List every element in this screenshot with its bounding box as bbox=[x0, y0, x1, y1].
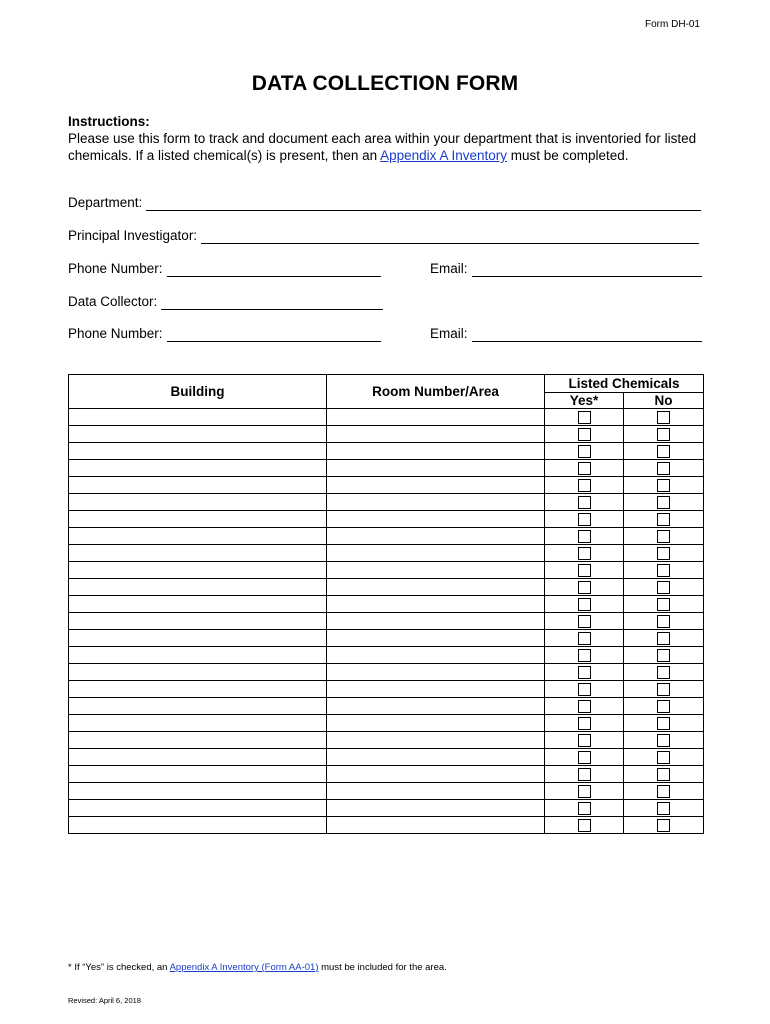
yes-checkbox[interactable] bbox=[578, 683, 591, 696]
no-checkbox[interactable] bbox=[657, 445, 670, 458]
yes-cell bbox=[545, 681, 624, 698]
no-checkbox[interactable] bbox=[657, 734, 670, 747]
no-cell bbox=[624, 596, 704, 613]
no-cell bbox=[624, 800, 704, 817]
table-row bbox=[69, 460, 704, 477]
table-row bbox=[69, 511, 704, 528]
no-checkbox[interactable] bbox=[657, 649, 670, 662]
room-number-cell[interactable] bbox=[327, 800, 545, 817]
phone-number-field-2[interactable] bbox=[167, 327, 381, 342]
building-cell[interactable] bbox=[69, 732, 327, 749]
page-title: DATA COLLECTION FORM bbox=[251, 72, 519, 95]
building-cell[interactable] bbox=[69, 545, 327, 562]
building-cell[interactable] bbox=[69, 749, 327, 766]
no-checkbox[interactable] bbox=[657, 547, 670, 560]
yes-cell bbox=[545, 698, 624, 715]
table-row bbox=[69, 783, 704, 800]
yes-checkbox[interactable] bbox=[578, 598, 591, 611]
yes-cell bbox=[545, 783, 624, 800]
room-number-cell[interactable] bbox=[327, 647, 545, 664]
yes-checkbox[interactable] bbox=[578, 700, 591, 713]
room-number-cell[interactable] bbox=[327, 443, 545, 460]
no-cell bbox=[624, 494, 704, 511]
footnote-prefix: * If “Yes” is checked, an bbox=[68, 962, 170, 973]
no-cell bbox=[624, 698, 704, 715]
building-cell[interactable] bbox=[69, 783, 327, 800]
table-row bbox=[69, 613, 704, 630]
room-number-cell[interactable] bbox=[327, 613, 545, 630]
no-checkbox[interactable] bbox=[657, 411, 670, 424]
table-row bbox=[69, 426, 704, 443]
yes-checkbox[interactable] bbox=[578, 513, 591, 526]
email-field-2[interactable] bbox=[472, 327, 702, 342]
email-label-1: Email: bbox=[430, 261, 468, 276]
no-checkbox[interactable] bbox=[657, 802, 670, 815]
email-row-1 bbox=[430, 261, 702, 277]
yes-header: Yes* bbox=[545, 393, 624, 409]
table-row bbox=[69, 817, 704, 834]
data-collection-table bbox=[68, 374, 704, 834]
yes-checkbox[interactable] bbox=[578, 462, 591, 475]
room-number-cell[interactable] bbox=[327, 528, 545, 545]
table-row bbox=[69, 681, 704, 698]
no-cell bbox=[624, 613, 704, 630]
department-field[interactable] bbox=[146, 196, 701, 211]
table-row bbox=[69, 630, 704, 647]
room-number-cell[interactable] bbox=[327, 715, 545, 732]
email-label-2: Email: bbox=[430, 326, 468, 341]
no-checkbox[interactable] bbox=[657, 462, 670, 475]
building-cell[interactable] bbox=[69, 426, 327, 443]
room-number-cell[interactable] bbox=[327, 630, 545, 647]
building-cell[interactable] bbox=[69, 528, 327, 545]
yes-cell bbox=[545, 630, 624, 647]
table-row bbox=[69, 579, 704, 596]
no-cell bbox=[624, 528, 704, 545]
no-cell bbox=[624, 409, 704, 426]
no-checkbox[interactable] bbox=[657, 666, 670, 679]
building-cell[interactable] bbox=[69, 494, 327, 511]
yes-checkbox[interactable] bbox=[578, 751, 591, 764]
table-row bbox=[69, 545, 704, 562]
yes-checkbox[interactable] bbox=[578, 564, 591, 577]
no-checkbox[interactable] bbox=[657, 717, 670, 730]
room-number-cell[interactable] bbox=[327, 681, 545, 698]
no-checkbox[interactable] bbox=[657, 428, 670, 441]
yes-cell bbox=[545, 596, 624, 613]
yes-cell bbox=[545, 579, 624, 596]
no-cell bbox=[624, 817, 704, 834]
table-row bbox=[69, 562, 704, 579]
phone-number-row-2 bbox=[68, 326, 381, 342]
data-collector-field[interactable] bbox=[161, 295, 383, 310]
footnote-suffix: must be included for the area. bbox=[318, 962, 447, 973]
no-checkbox[interactable] bbox=[657, 632, 670, 645]
no-cell bbox=[624, 715, 704, 732]
table-row bbox=[69, 749, 704, 766]
appendix-a-inventory-link[interactable]: Appendix A Inventory bbox=[380, 148, 507, 163]
table-row bbox=[69, 528, 704, 545]
yes-checkbox[interactable] bbox=[578, 666, 591, 679]
building-cell[interactable] bbox=[69, 766, 327, 783]
phone-number-label-2: Phone Number: bbox=[68, 326, 163, 341]
yes-cell bbox=[545, 477, 624, 494]
building-cell[interactable] bbox=[69, 562, 327, 579]
room-number-cell[interactable] bbox=[327, 664, 545, 681]
listed-chemicals-header: Listed Chemicals bbox=[545, 375, 704, 393]
no-cell bbox=[624, 579, 704, 596]
no-checkbox[interactable] bbox=[657, 530, 670, 543]
yes-checkbox[interactable] bbox=[578, 445, 591, 458]
yes-cell bbox=[545, 613, 624, 630]
room-number-cell[interactable] bbox=[327, 749, 545, 766]
no-checkbox[interactable] bbox=[657, 785, 670, 798]
no-cell bbox=[624, 460, 704, 477]
no-checkbox[interactable] bbox=[657, 683, 670, 696]
yes-checkbox[interactable] bbox=[578, 411, 591, 424]
room-number-cell[interactable] bbox=[327, 409, 545, 426]
yes-cell bbox=[545, 664, 624, 681]
yes-cell bbox=[545, 494, 624, 511]
room-number-cell[interactable] bbox=[327, 698, 545, 715]
no-checkbox[interactable] bbox=[657, 581, 670, 594]
no-cell bbox=[624, 664, 704, 681]
yes-cell bbox=[545, 732, 624, 749]
no-cell bbox=[624, 732, 704, 749]
building-cell[interactable] bbox=[69, 698, 327, 715]
no-cell bbox=[624, 545, 704, 562]
yes-checkbox[interactable] bbox=[578, 819, 591, 832]
principal-investigator-row bbox=[68, 228, 699, 244]
yes-cell bbox=[545, 647, 624, 664]
yes-cell bbox=[545, 715, 624, 732]
no-cell bbox=[624, 783, 704, 800]
room-number-header: Room Number/Area bbox=[327, 375, 545, 409]
building-cell[interactable] bbox=[69, 817, 327, 834]
building-cell[interactable] bbox=[69, 409, 327, 426]
room-number-cell[interactable] bbox=[327, 426, 545, 443]
table-row bbox=[69, 596, 704, 613]
table-row bbox=[69, 800, 704, 817]
no-cell bbox=[624, 647, 704, 664]
room-number-cell[interactable] bbox=[327, 579, 545, 596]
room-number-cell[interactable] bbox=[327, 817, 545, 834]
no-checkbox[interactable] bbox=[657, 615, 670, 628]
room-number-cell[interactable] bbox=[327, 732, 545, 749]
no-cell bbox=[624, 562, 704, 579]
yes-checkbox[interactable] bbox=[578, 615, 591, 628]
building-cell[interactable] bbox=[69, 681, 327, 698]
table-row bbox=[69, 664, 704, 681]
form-id: Form DH-01 bbox=[644, 19, 700, 30]
yes-checkbox[interactable] bbox=[578, 547, 591, 560]
instructions-text bbox=[68, 130, 718, 164]
building-header: Building bbox=[69, 375, 327, 409]
yes-checkbox[interactable] bbox=[578, 632, 591, 645]
building-cell[interactable] bbox=[69, 579, 327, 596]
yes-checkbox[interactable] bbox=[578, 479, 591, 492]
instructions-text-before: Please use this form to track and document each area within your department that is inventoried for listed chemicals. If a listed chemical(s) is present, then an bbox=[68, 131, 697, 163]
no-header: No bbox=[624, 393, 704, 409]
no-checkbox[interactable] bbox=[657, 751, 670, 764]
building-cell[interactable] bbox=[69, 715, 327, 732]
yes-cell bbox=[545, 749, 624, 766]
yes-checkbox[interactable] bbox=[578, 802, 591, 815]
no-cell bbox=[624, 630, 704, 647]
table-row bbox=[69, 732, 704, 749]
yes-cell bbox=[545, 800, 624, 817]
no-cell bbox=[624, 681, 704, 698]
building-cell[interactable] bbox=[69, 613, 327, 630]
revised-date: Revised: April 6, 2018 bbox=[68, 996, 141, 1005]
building-cell[interactable] bbox=[69, 630, 327, 647]
room-number-cell[interactable] bbox=[327, 494, 545, 511]
no-checkbox[interactable] bbox=[657, 479, 670, 492]
table-row bbox=[69, 477, 704, 494]
phone-number-field-1[interactable] bbox=[167, 262, 381, 277]
room-number-cell[interactable] bbox=[327, 562, 545, 579]
yes-cell bbox=[545, 545, 624, 562]
appendix-a-form-link[interactable]: Appendix A Inventory (Form AA-01) bbox=[169, 962, 319, 973]
no-cell bbox=[624, 443, 704, 460]
yes-cell bbox=[545, 766, 624, 783]
yes-cell bbox=[545, 443, 624, 460]
no-cell bbox=[624, 766, 704, 783]
no-cell bbox=[624, 477, 704, 494]
instructions-heading: Instructions: bbox=[68, 114, 150, 129]
yes-checkbox[interactable] bbox=[578, 581, 591, 594]
table-row bbox=[69, 409, 704, 426]
yes-checkbox[interactable] bbox=[578, 496, 591, 509]
yes-checkbox[interactable] bbox=[578, 428, 591, 441]
yes-checkbox[interactable] bbox=[578, 768, 591, 781]
yes-cell bbox=[545, 426, 624, 443]
yes-checkbox[interactable] bbox=[578, 717, 591, 730]
yes-cell bbox=[545, 562, 624, 579]
building-cell[interactable] bbox=[69, 647, 327, 664]
room-number-cell[interactable] bbox=[327, 477, 545, 494]
table-row bbox=[69, 698, 704, 715]
no-cell bbox=[624, 426, 704, 443]
footnote bbox=[68, 962, 447, 973]
no-cell bbox=[624, 749, 704, 766]
room-number-cell[interactable] bbox=[327, 511, 545, 528]
no-checkbox[interactable] bbox=[657, 564, 670, 577]
email-field-1[interactable] bbox=[472, 262, 702, 277]
building-cell[interactable] bbox=[69, 511, 327, 528]
yes-cell bbox=[545, 528, 624, 545]
no-checkbox[interactable] bbox=[657, 700, 670, 713]
data-collector-row bbox=[68, 294, 383, 310]
building-cell[interactable] bbox=[69, 443, 327, 460]
table-row bbox=[69, 494, 704, 511]
department-row bbox=[68, 195, 701, 211]
yes-cell bbox=[545, 817, 624, 834]
table-row bbox=[69, 766, 704, 783]
instructions bbox=[68, 113, 718, 164]
department-label: Department: bbox=[68, 195, 143, 210]
building-cell[interactable] bbox=[69, 664, 327, 681]
building-cell[interactable] bbox=[69, 477, 327, 494]
room-number-cell[interactable] bbox=[327, 545, 545, 562]
principal-investigator-label: Principal Investigator: bbox=[68, 228, 198, 243]
room-number-cell[interactable] bbox=[327, 783, 545, 800]
no-checkbox[interactable] bbox=[657, 496, 670, 509]
room-number-cell[interactable] bbox=[327, 766, 545, 783]
yes-checkbox[interactable] bbox=[578, 734, 591, 747]
email-row-2 bbox=[430, 326, 702, 342]
building-cell[interactable] bbox=[69, 460, 327, 477]
yes-cell bbox=[545, 460, 624, 477]
building-cell[interactable] bbox=[69, 800, 327, 817]
table-row bbox=[69, 715, 704, 732]
phone-number-row-1 bbox=[68, 261, 381, 277]
no-checkbox[interactable] bbox=[657, 513, 670, 526]
table-row bbox=[69, 647, 704, 664]
data-collector-label: Data Collector: bbox=[68, 294, 158, 309]
yes-checkbox[interactable] bbox=[578, 785, 591, 798]
yes-cell bbox=[545, 511, 624, 528]
room-number-cell[interactable] bbox=[327, 460, 545, 477]
room-number-cell[interactable] bbox=[327, 596, 545, 613]
building-cell[interactable] bbox=[69, 596, 327, 613]
principal-investigator-field[interactable] bbox=[201, 229, 699, 244]
no-cell bbox=[624, 511, 704, 528]
instructions-text-after: must be completed. bbox=[506, 148, 629, 163]
no-checkbox[interactable] bbox=[657, 598, 670, 611]
yes-cell bbox=[545, 409, 624, 426]
no-checkbox[interactable] bbox=[657, 819, 670, 832]
yes-checkbox[interactable] bbox=[578, 530, 591, 543]
no-checkbox[interactable] bbox=[657, 768, 670, 781]
phone-number-label-1: Phone Number: bbox=[68, 261, 163, 276]
yes-checkbox[interactable] bbox=[578, 649, 591, 662]
table-row bbox=[69, 443, 704, 460]
